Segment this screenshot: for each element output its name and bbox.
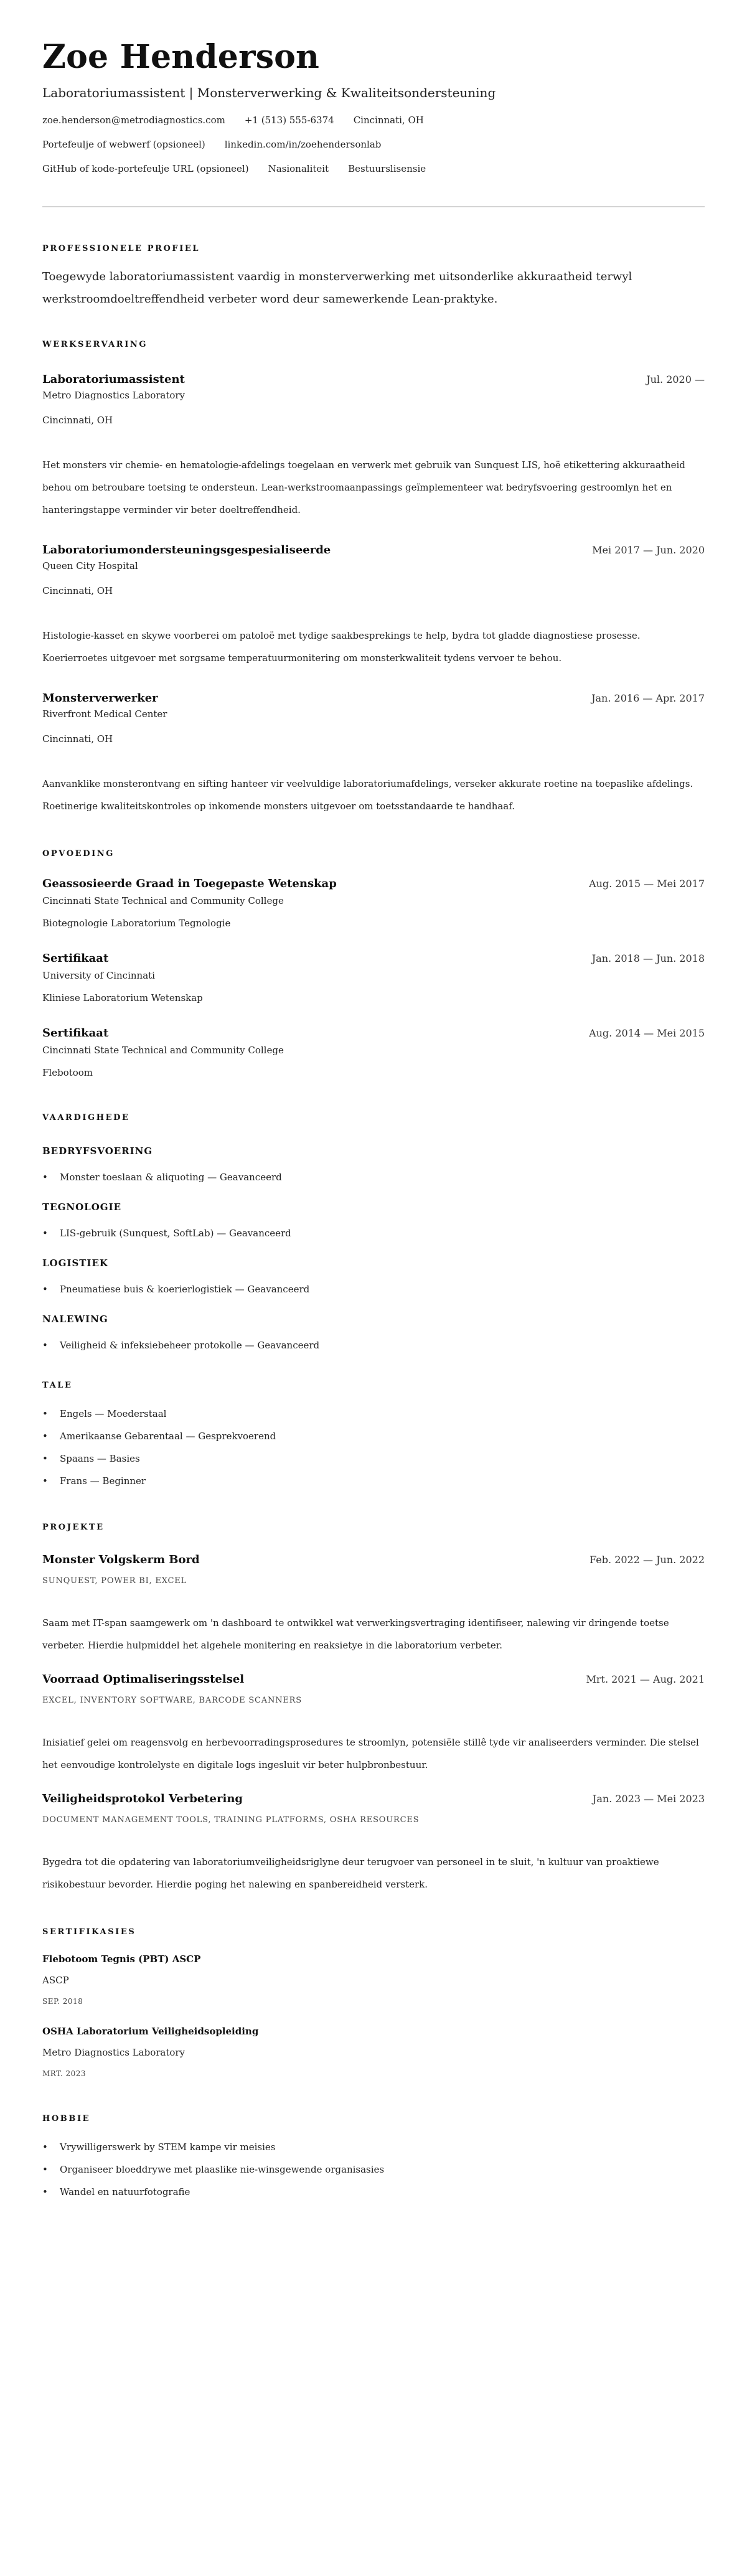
certification-entry [42, 1953, 705, 2006]
project-name: Monster Volgskerm Bord [42, 1553, 200, 1566]
contact-location: Cincinnati, OH [353, 115, 424, 126]
skill-category [42, 1257, 705, 1295]
project-entry [42, 1671, 705, 1776]
project-description: Saam met IT-span saamgewerk om 'n dashboard te ontwikkel wat verwerkingsvertraging identifiseer, nalewing vir dringende toetse verbeter. Hierdie hulpmiddel het algehele monitering en reaksietye in die laboratorium verbeter. [42, 1617, 669, 1651]
certification-date: MRT. 2023 [42, 2069, 87, 2078]
certification-issuer: ASCP [42, 1975, 69, 1986]
education-entry [42, 951, 705, 1004]
job-company: Metro Diagnostics Laboratory [42, 390, 186, 401]
hobbies-section [42, 2113, 705, 2198]
language-item: • Spaans — Basies [42, 1452, 705, 1465]
experience-entry [42, 542, 705, 669]
skill-category [42, 1145, 705, 1183]
skill-category-title: BEDRYFSVOERING [42, 1145, 153, 1157]
job-dates: Jul. 2020 — [646, 374, 705, 385]
header-divider [42, 206, 705, 207]
education-entry [42, 876, 705, 929]
experience-entry [42, 372, 705, 521]
section-title-projects: PROJEKTE [42, 1523, 105, 1532]
contact-row-1 [42, 114, 705, 126]
field-of-study: Biotegnologie Laboratorium Tegnologie [42, 918, 231, 929]
job-location: Cincinnati, OH [42, 415, 113, 426]
section-title-skills: VAARDIGHEDE [42, 1113, 130, 1122]
languages-section [42, 1380, 705, 1487]
resume-header [42, 35, 705, 207]
contact-portfolio[interactable]: Portefeulje of webwerf (opsioneel) [42, 139, 205, 150]
education-dates: Aug. 2015 — Mei 2017 [589, 878, 705, 890]
contact-row-3 [42, 162, 705, 175]
skill-item: • LIS-gebruik (Sunquest, SoftLab) — Geavanceerd [42, 1227, 705, 1239]
education-entry [42, 1025, 705, 1079]
section-title-languages: TALE [42, 1381, 73, 1390]
education-section [42, 848, 705, 1079]
skill-category [42, 1201, 705, 1239]
job-dates: Mei 2017 — Jun. 2020 [592, 544, 705, 556]
job-company: Queen City Hospital [42, 560, 138, 571]
candidate-name: Zoe Henderson [42, 38, 320, 76]
contact-phone[interactable]: +1 (513) 555-6374 [244, 115, 334, 126]
degree-title: Geassosieerde Graad in Toegepaste Wetenskap [42, 877, 337, 890]
project-dates: Jan. 2023 — Mei 2023 [592, 1793, 705, 1805]
job-location: Cincinnati, OH [42, 585, 113, 596]
certification-issuer: Metro Diagnostics Laboratory [42, 2047, 186, 2058]
contact-drivers-license: Bestuurslisensie [348, 163, 426, 174]
language-item: • Amerikaanse Gebarentaal — Gesprekvoerend [42, 1430, 705, 1442]
language-item: • Frans — Beginner [42, 1475, 705, 1487]
section-title-hobbies: HOBBIE [42, 2114, 91, 2123]
job-description: Histologie-kasset en skywe voorberei om patoloë met tydige saakbesprekings te help, bydra tot gladde diagnostiese prosesse. Koerierroetes uitgevoer met sorgsame temperatuurmonitering om monsterkwaliteit tydens vervoer te behou. [42, 630, 641, 664]
field-of-study: Kliniese Laboratorium Wetenskap [42, 992, 203, 1004]
project-techs: DOCUMENT MANAGEMENT TOOLS, TRAINING PLATFORMS, OSHA RESOURCES [42, 1815, 420, 1825]
contact-row-2 [42, 138, 705, 151]
profile-summary: Toegewyde laboratoriumassistent vaardig in monsterverwerking met uitsonderlike akkuraatheid terwyl werkstroomdoeltreffendheid verbeter word deur samewerkende Lean-praktyke. [42, 270, 632, 306]
project-name: Veiligheidsprotokol Verbetering [42, 1792, 243, 1805]
project-description: Inisiatief gelei om reagensvolg en herbevoorradingsprosedures te stroomlyn, potensiële stillê tyde vir analiseerders verminder. Die stelsel het eenvoudige kontrolelyste en digitale logs ingesluit vir beter hulpbronbestuur. [42, 1737, 699, 1770]
project-dates: Feb. 2022 — Jun. 2022 [590, 1554, 705, 1566]
skill-item: • Veiligheid & infeksiebeheer protokolle — Geavanceerd [42, 1339, 705, 1351]
degree-title: Sertifikaat [42, 952, 109, 965]
contact-nationality: Nasionaliteit [268, 163, 329, 174]
project-name: Voorraad Optimaliseringsstelsel [42, 1673, 245, 1686]
section-title-education: OPVOEDING [42, 849, 115, 858]
hobby-item: • Organiseer bloeddrywe met plaaslike nie-winsgewende organisasies [42, 2163, 705, 2176]
skill-category-title: TEGNOLOGIE [42, 1201, 122, 1213]
project-description: Bygedra tot die opdatering van laboratoriumveiligheidsriglyne deur terugvoer van personeel in te sluit, 'n kultuur van proaktiewe risikobestuur bevorder. Hierdie poging het nalewing en spanbereidheid versterk. [42, 1856, 659, 1890]
hobby-item: • Vrywilligerswerk by STEM kampe vir meisies [42, 2141, 705, 2153]
project-dates: Mrt. 2021 — Aug. 2021 [586, 1673, 705, 1685]
skill-item: • Pneumatiese buis & koerierlogistiek — Geavanceerd [42, 1283, 705, 1295]
job-title: Monsterverwerker [42, 692, 158, 705]
project-techs: EXCEL, INVENTORY SOFTWARE, BARCODE SCANNERS [42, 1696, 302, 1705]
school-name: University of Cincinnati [42, 970, 155, 981]
education-dates: Jan. 2018 — Jun. 2018 [591, 952, 705, 964]
project-entry [42, 1552, 705, 1657]
experience-section [42, 339, 705, 817]
skill-category-title: NALEWING [42, 1314, 108, 1325]
job-location: Cincinnati, OH [42, 733, 113, 745]
contact-linkedin[interactable]: linkedin.com/in/zoehendersonlab [224, 139, 382, 150]
profile-section [42, 243, 705, 311]
headline: Laboratoriumassistent | Monsterverwerking & Kwaliteitsondersteuning [42, 85, 496, 100]
skill-item: • Monster toeslaan & aliquoting — Geavanceerd [42, 1171, 705, 1183]
school-name: Cincinnati State Technical and Community College [42, 895, 284, 906]
certification-entry [42, 2025, 705, 2079]
section-title-experience: WERKSERVARING [42, 340, 148, 349]
contact-email[interactable]: zoe.henderson@metrodiagnostics.com [42, 115, 225, 126]
job-title: Laboratoriumassistent [42, 373, 185, 386]
certifications-section [42, 1927, 705, 2079]
hobby-item: • Wandel en natuurfotografie [42, 2186, 705, 2198]
section-title-profile: PROFESSIONELE PROFIEL [42, 244, 200, 253]
skill-category [42, 1313, 705, 1351]
certification-date: SEP. 2018 [42, 1997, 83, 2006]
skills-section [42, 1112, 705, 1351]
job-dates: Jan. 2016 — Apr. 2017 [591, 692, 705, 704]
degree-title: Sertifikaat [42, 1027, 109, 1040]
contact-github[interactable]: GitHub of kode-portefeulje URL (opsioneel) [42, 163, 249, 174]
job-company: Riverfront Medical Center [42, 708, 167, 720]
certification-name: Flebotoom Tegnis (PBT) ASCP [42, 1953, 201, 1965]
hobby-list [42, 2141, 705, 2198]
job-description: Aanvanklike monsterontvang en sifting hanteer vir veelvuldige laboratoriumafdelings, verseker akkurate roetine na toepaslike afdelings. Roetinerige kwaliteitskontroles op inkomende monsters uitgevoer om toetsstandaarde te handhaaf. [42, 778, 693, 812]
job-title: Laboratoriumondersteuningsgespesialiseerde [42, 543, 331, 557]
certification-name: OSHA Laboratorium Veiligheidsopleiding [42, 2026, 259, 2037]
language-list [42, 1408, 705, 1487]
job-description: Het monsters vir chemie- en hematologie-afdelings toegelaan en verwerk met gebruik van Sunquest LIS, hoë etikettering akkuraatheid behou om betroubare toetsing te ondersteun. Lean-werkstroomaanpassings geïmplementeer wat bedryfsvoering gestroomlyn het en hanteringstappe verminder vir beter doeltreffendheid. [42, 459, 685, 515]
language-item: • Engels — Moederstaal [42, 1408, 705, 1420]
project-techs: SUNQUEST, POWER BI, EXCEL [42, 1576, 187, 1586]
education-dates: Aug. 2014 — Mei 2015 [589, 1027, 705, 1039]
experience-entry [42, 690, 705, 817]
school-name: Cincinnati State Technical and Community College [42, 1045, 284, 1056]
skill-category-title: LOGISTIEK [42, 1257, 108, 1269]
field-of-study: Flebotoom [42, 1067, 93, 1078]
section-title-certifications: SERTIFIKASIES [42, 1927, 136, 1937]
projects-section [42, 1522, 705, 1896]
project-entry [42, 1791, 705, 1896]
